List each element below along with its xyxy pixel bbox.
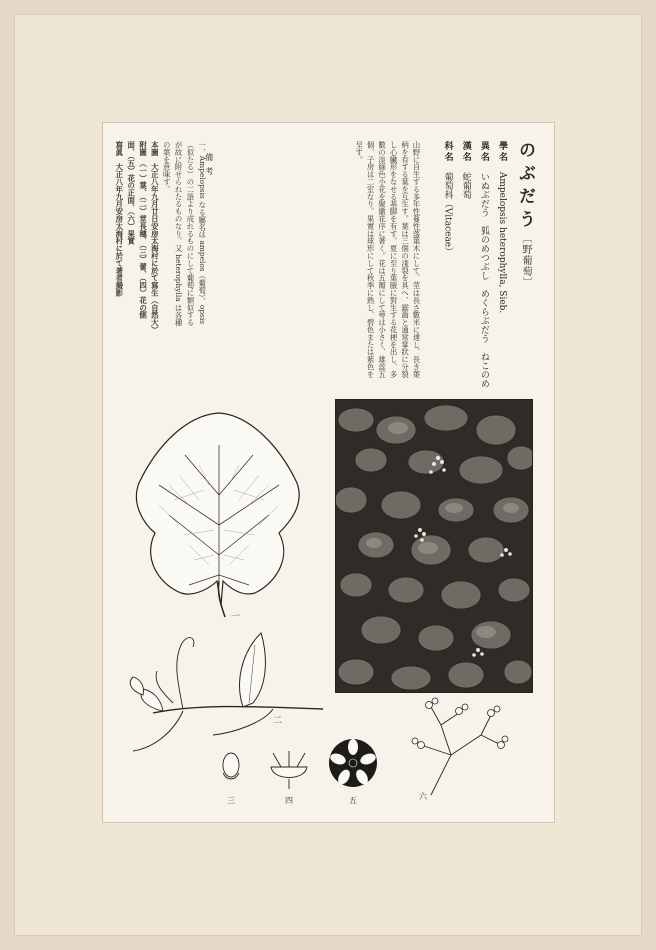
leaf-illustration: [129, 405, 309, 625]
flower-side-figure: [271, 751, 307, 805]
family-label: 科名: [442, 141, 453, 163]
note-figure-list: 附圖 （一）葉、（二）莖長穗、（三）蕾、（四）花の側面、（五）花の正面、（六）果實: [126, 141, 148, 319]
photo-foliage: [336, 400, 532, 692]
plate-title: [513, 141, 536, 288]
note-photo: 寫眞 大正八年九月安房太海村に於て著者撮影: [114, 141, 124, 297]
notes-block: [113, 141, 208, 334]
synonym-value: いぬぶだう 狐のめつぶし めくらぶだう ねこのめ: [478, 171, 489, 388]
bud-figure: [223, 753, 239, 805]
notes-heading: 備考: [204, 153, 214, 181]
family-row: [441, 141, 453, 386]
flower-front-figure: [329, 739, 377, 805]
synonym-row: [478, 141, 490, 386]
figure-label-4: 四: [285, 796, 293, 805]
figure-label-1: 一: [231, 612, 241, 622]
synonym-label: 異名: [478, 141, 489, 163]
title-kanji: 〔野葡萄〕: [520, 233, 531, 288]
chinese-value: 蛇葡萄: [460, 171, 471, 199]
chinese-label: 漢名: [460, 141, 471, 163]
description-text: 山野に自生する多年性蔓性落葉木にして、莖は長さ數米に達し、長き葉柄を有する葉を互生す。葉は三個の淺裂を具へ、鋸齒と通常掌狀に分裂し心臟形をなせる基脚を有す。夏に至り葉腋に對生する花梗を出し、多數の淡綠色小花を聚繖花序に著く。花は五瓣にして萼は小さく、雄蕊五個、子房は二室なり。果實は球形にして秋季に熟し、碧色または紫色を呈す。: [354, 141, 421, 378]
figure-label-2: 二: [273, 716, 283, 726]
figure-label-3: 三: [227, 796, 235, 805]
scientific-name-row: [496, 141, 508, 386]
note-etymology: 一、Ampelopsis なる屬名は ampelos（葡萄）、opsis（似たる）の二語より成れるものにして葡萄に類似するが故に附せられたるものなり。又 heterophylla は各種の葉を意味す。: [162, 141, 207, 327]
plant-photograph: [335, 399, 533, 693]
figure-label-5: 五: [349, 796, 357, 805]
flower-detail-illustrations: [203, 723, 383, 813]
scientific-value: Ampelopsis heterophylla, Sieb.: [497, 171, 507, 314]
botanical-plate: [102, 122, 555, 823]
figure-label-6: 六: [419, 792, 427, 801]
chinese-name-row: [460, 141, 472, 386]
name-block: [435, 141, 508, 386]
fruit-cluster-illustration: [401, 695, 511, 805]
title-text: のぶだう: [515, 141, 535, 233]
scientific-label: 學名: [497, 141, 507, 163]
note-main-figure: 本圖 大正八年九月廿日安房太海村に於て寫生（自然大）: [150, 141, 160, 334]
family-value: 葡萄科（Vitaceae）: [442, 171, 453, 257]
